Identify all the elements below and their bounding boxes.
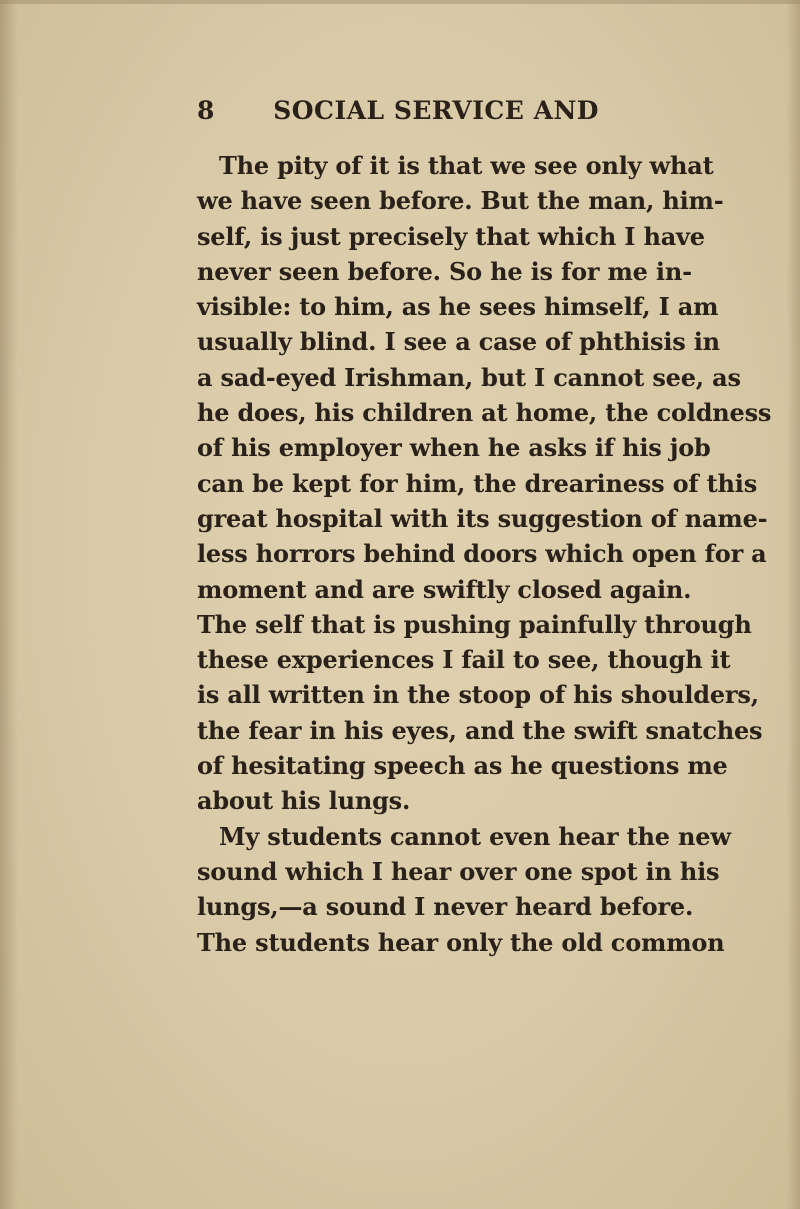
text-line: lungs,—a sound I never heard before. <box>197 892 694 922</box>
text-line: visible: to him, as he sees himself, I am <box>197 292 719 322</box>
running-title: SOCIAL SERVICE AND <box>273 96 599 125</box>
text-line: can be kept for him, the dreariness of this <box>197 468 758 498</box>
text-line: he does, his children at home, the coldness <box>197 398 772 428</box>
text-line: sound which I hear over one spot in his <box>197 856 720 886</box>
page-edge-shadow <box>786 0 800 1209</box>
text-line: a sad-eyed Irishman, but I cannot see, as <box>197 362 741 392</box>
text-line: The self that is pushing painfully through <box>197 609 752 639</box>
text-line: moment and are swiftly closed again. <box>197 574 692 604</box>
text-line: the fear in his eyes, and the swift snatches <box>197 715 763 745</box>
text-line: is all written in the stoop of his shoulders, <box>197 680 759 710</box>
text-line: of his employer when he asks if his job <box>197 433 711 463</box>
text-line: great hospital with its suggestion of name- <box>197 503 768 533</box>
text-line: never seen before. So he is for me in- <box>197 256 692 286</box>
text-line: of hesitating speech as he questions me <box>197 751 728 781</box>
text-line: My students cannot even hear the new <box>219 821 731 851</box>
text-line: we have seen before. But the man, him- <box>197 186 724 216</box>
page-top-edge <box>0 0 800 4</box>
text-line: about his lungs. <box>197 786 411 816</box>
text-line: these experiences I fail to see, though it <box>197 645 731 675</box>
text-line: less horrors behind doors which open for a <box>197 539 767 569</box>
page-number: 8 <box>197 96 215 125</box>
text-line: The pity of it is that we see only what <box>219 151 714 180</box>
page-header <box>197 96 599 136</box>
text-line: usually blind. I see a case of phthisis in <box>197 327 720 357</box>
page-gutter-shadow <box>0 0 18 1209</box>
text-line: self, is just precisely that which I have <box>197 221 705 251</box>
text-line: The students hear only the old common <box>197 927 725 957</box>
body-text <box>197 148 772 960</box>
